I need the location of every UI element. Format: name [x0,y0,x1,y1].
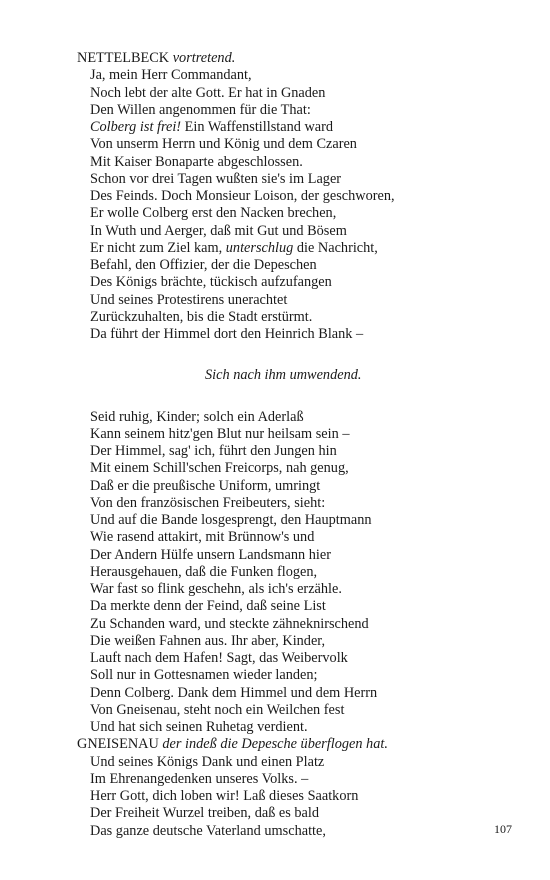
speaker-direction: der indeß die Depesche überflogen hat. [162,736,388,753]
speech-nettelbeck [77,67,527,343]
speaker-line [77,736,527,753]
verse-line: Das ganze deutsche Vaterland umschatte, [90,822,326,839]
verse-line: Herausgehauen, daß die Funken flogen, [90,563,318,580]
verse-line: Des Feinds. Doch Monsieur Loison, der geschworen, [90,188,395,204]
verse-text: Ein Waffenstillstand ward [181,119,334,135]
verse-line: Im Ehrenangedenken unseres Volks. – [90,770,309,787]
verse-line: Daß er die preußische Uniform, umringt [90,477,321,494]
verse-line: Der Freiheit Wurzel treiben, daß es bald [90,805,320,822]
verse-line: In Wuth und Aerger, daß mit Gut und Bösem [90,222,347,239]
verse-line: Der Himmel, sag' ich, führt den Jungen hin [90,443,337,459]
verse-line: Und seines Königs Dank und einen Platz [90,753,325,770]
verse-line: Seid ruhig, Kinder; solch ein Aderlaß [90,408,304,425]
verse-line: Da führt der Himmel dort den Heinrich Blank – [90,326,364,342]
verse-line: Soll nur in Gottesnamen wieder landen; [90,667,318,684]
verse-line: Die weißen Fahnen aus. Ihr aber, Kinder, [90,632,326,649]
verse-line: Lauft nach dem Hafen! Sagt, das Weibervolk [90,650,348,666]
verse-line [77,119,527,136]
verse-line: Schon vor drei Tagen wußten sie's im Lager [90,170,342,187]
verse-line: Denn Colberg. Dank dem Himmel und dem Herrn [90,684,378,701]
verse-line [77,240,527,257]
verse-line: Von unserm Herrn und König und dem Czaren [90,136,357,153]
verse-line: Von den französischen Freibeuters, sieht: [90,494,326,511]
verse-line: Noch lebt der alte Gott. Er hat in Gnaden [90,84,326,101]
verse-line: Und auf die Bande losgesprengt, den Hauptmann [90,512,372,528]
verse-line: Befahl, den Offizier, der die Depeschen [90,257,317,273]
emphasis-text: Colberg ist frei! [90,119,182,135]
stage-direction: Sich nach ihm umwendend. [205,367,362,384]
verse-line: Zurückzuhalten, bis die Stadt erstürmt. [90,308,313,325]
verse-line: Kann seinem hitz'gen Blut nur heilsam sein – [90,425,350,442]
verse-line: Mit einem Schill'schen Freicorps, nah genug, [90,460,349,477]
speech-nettelbeck-continued [77,409,527,737]
verse-line: Wie rasend attakirt, mit Brünnow's und [90,529,315,546]
verse-line: Herr Gott, dich loben wir! Laß dieses Saatkorn [90,788,359,804]
speaker-direction: vortretend. [172,50,236,66]
verse-line: Und seines Protestirens unerachtet [90,291,288,308]
verse-text: die Nachricht, [293,239,378,256]
verse-line: Von Gneisenau, steht noch ein Weilchen fest [90,701,345,718]
verse-text: Er nicht zum Ziel kam, [90,239,226,256]
verse-line: Er wolle Colberg erst den Nacken brechen, [90,205,337,222]
page-body [77,50,527,840]
verse-line: Da merkte denn der Feind, daß seine List [90,598,326,615]
verse-line: Ja, mein Herr Commandant, [90,67,252,84]
verse-line: War fast so flink geschehn, als ich's erzähle. [90,581,342,597]
emphasis-text: unterschlug [225,239,294,256]
speaker-line [77,50,527,67]
verse-line: Den Willen angenommen für die That: [90,101,311,118]
page-number: 107 [494,822,512,836]
speech-gneisenau [77,754,527,840]
verse-line: Mit Kaiser Bonaparte abgeschlossen. [90,153,303,170]
speaker-name: GNEISENAU [77,736,159,753]
verse-line: Und hat sich seinen Ruhetag verdient. [90,719,308,735]
verse-line: Der Andern Hülfe unsern Landsmann hier [90,546,331,563]
verse-line: Zu Schanden ward, und steckte zähneknirschend [90,615,369,632]
speaker-name: NETTELBECK [77,50,170,66]
verse-line: Des Königs brächte, tückisch aufzufangen [90,274,332,291]
